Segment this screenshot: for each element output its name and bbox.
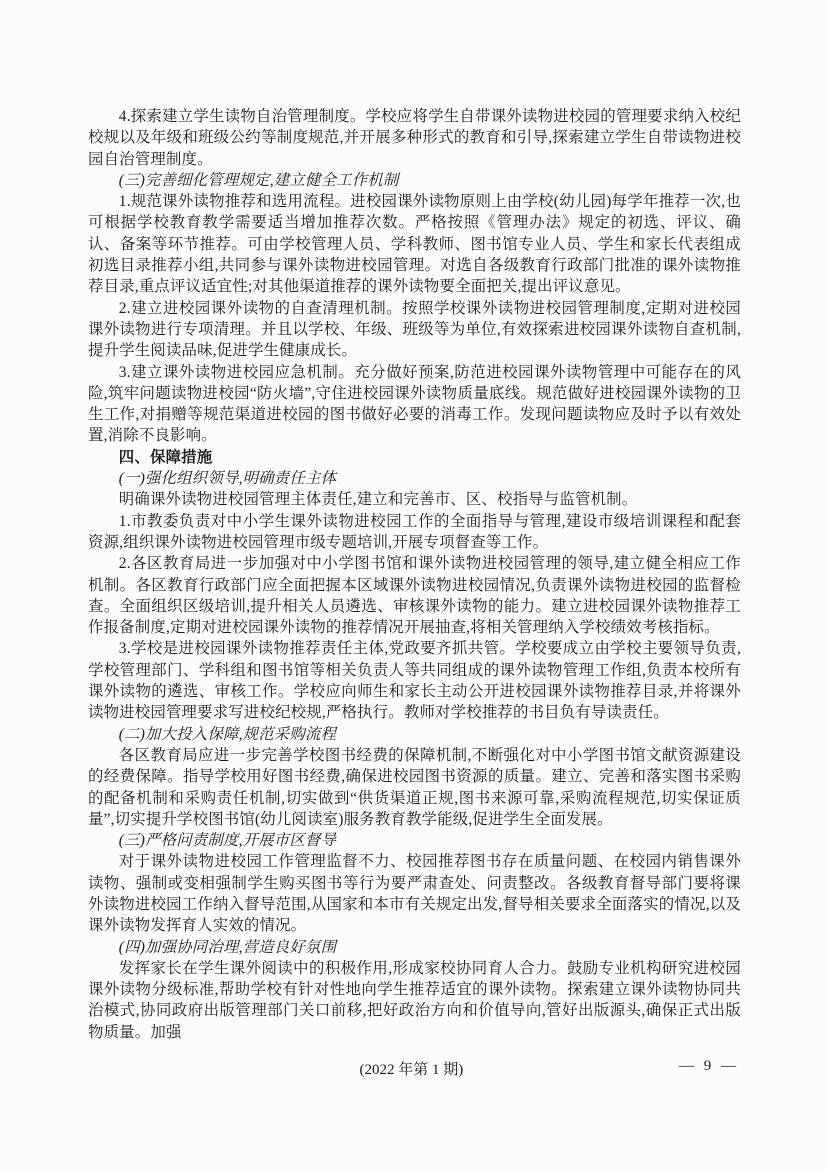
subsection-heading: (四)加强协同治理,营造良好氛围 [118,938,337,956]
paragraph: 2.建立进校园课外读物的自查清理机制。按照学校课外读物进校园管理制度,定期对进校园课外读物进行专项清理。并且以学校、年级、班级等为单位,有效探索进校园课外读物自查机制,提升学生阅读品味,促进学生健康成长。 [88,299,741,360]
subsection-heading: (三)严格问责制度,开展市区督导 [118,832,337,850]
paragraph: 4.探索建立学生读物自治管理制度。学校应将学生自带课外读物进校园的管理要求纳入校纪校规以及年级和班级公约等制度规范,并开展多种形式的教育和引导,探索建立学生自带读物进校园自治管理制度。 [88,108,741,168]
paragraph: 1.市教委负责对中小学生课外读物进校园工作的全面指导与管理,建设市级培训课程和配套资源,组织课外读物进校园管理市级专题培训,开展专项督查等工作。 [88,512,741,551]
subsection-heading: (一)强化组织领导,明确责任主体 [118,470,337,488]
page-number: — 9 — [679,1058,739,1074]
paragraph: 1.规范课外读物推荐和选用流程。进校园课外读物原则上由学校(幼儿园)每学年推荐一次,也可根据学校教育教学需要适当增加推荐次数。严格按照《管理办法》规定的初选、评议、确认、备案等环节推荐。可由学校管理人员、学科教师、图书馆专业人员、学生和家长代表组成初选目录推荐小组,共同参与课外读物进校园管理。对选自各级教育行政部门批准的课外读物推荐目录,重点评议适宜性;对其他渠道推荐的课外读物要全面把关,提出评议意见。 [88,193,741,296]
paragraph: 2.各区教育局进一步加强对中小学图书馆和课外读物进校园管理的领导,建立健全相应工作机制。各区教育行政部门应全面把握本区域课外读物进校园情况,负责课外读物进校园的监督检查。全面组织区级培训,提升相关人员遴选、审核课外读物的能力。建立进校园课外读物推荐工作报备制度,定期对进校园课外读物的推荐情况开展抽查,将相关管理纳入学校绩效考核指标。 [88,555,741,637]
page-footer [88,1058,741,1080]
document-body [88,106,741,1043]
paragraph: 3.建立课外读物进校园应急机制。充分做好预案,防范进校园课外读物管理中可能存在的风险,筑牢问题读物进校园“防火墙”,守住进校园课外读物质量底线。规范做好进校园课外读物的卫生工作,对捐赠等规范渠道进校园的图书做好必要的消毒工作。发现问题读物应及时予以有效处置,消除不良影响。 [88,363,741,445]
paragraph: 明确课外读物进校园管理主体责任,建立和完善市、区、校指导与监管机制。 [118,491,638,509]
paragraph: 各区教育局应进一步完善学校图书经费的保障机制,不断强化对中小学图书馆文献资源建设的经费保障。指导学校用好图书经费,确保进校园图书资源的质量。建立、完善和落实图书采购的配备机制和采购责任机制,切实做到“供货渠道正规,图书来源可靠,采购流程规范,切实保证质量”,切实提升学校图书馆(幼儿阅读室)服务教育教学能级,促进学生全面发展。 [88,746,741,828]
issue-label: (2022 年第 1 期) [359,1062,464,1078]
paragraph: 对于课外读物进校园工作管理监督不力、校园推荐图书存在质量问题、在校园内销售课外读物、强制或变相强制学生购买图书等行为要严肃查处、问责整改。各级教育督导部门要将课外读物进校园工作纳入督导范围,从国家和本市有关规定出发,督导相关要求全面落实的情况,以及课外读物发挥育人实效的情况。 [88,853,741,935]
paragraph: 发挥家长在学生课外阅读中的积极作用,形成家校协同育人合力。鼓励专业机构研究进校园课外读物分级标准,帮助学校有针对性地向学生推荐适宜的课外读物。探索建立课外读物协同共治模式,协同政府出版管理部门关口前移,把好政治方向和价值导向,管好出版源头,确保正式出版物质量。加强 [88,959,741,1041]
subsection-heading: (二)加大投入保障,规范采购流程 [118,725,337,743]
paragraph: 3.学校是进校园课外读物推荐责任主体,党政要齐抓共管。学校要成立由学校主要领导负责,学校管理部门、学科组和图书馆等相关负责人等共同组成的课外读物管理工作组,负责本校所有课外读物的遴选、审核工作。学校应向师生和家长主动公开进校园课外读物推荐目录,并将课外读物进校园管理要求写进校纪校规,严格执行。教师对学校推荐的书目负有导读责任。 [88,640,741,722]
subsection-heading: (三)完善细化管理规定,建立健全工作机制 [118,171,399,189]
section-heading: 四、保障措施 [118,448,213,466]
